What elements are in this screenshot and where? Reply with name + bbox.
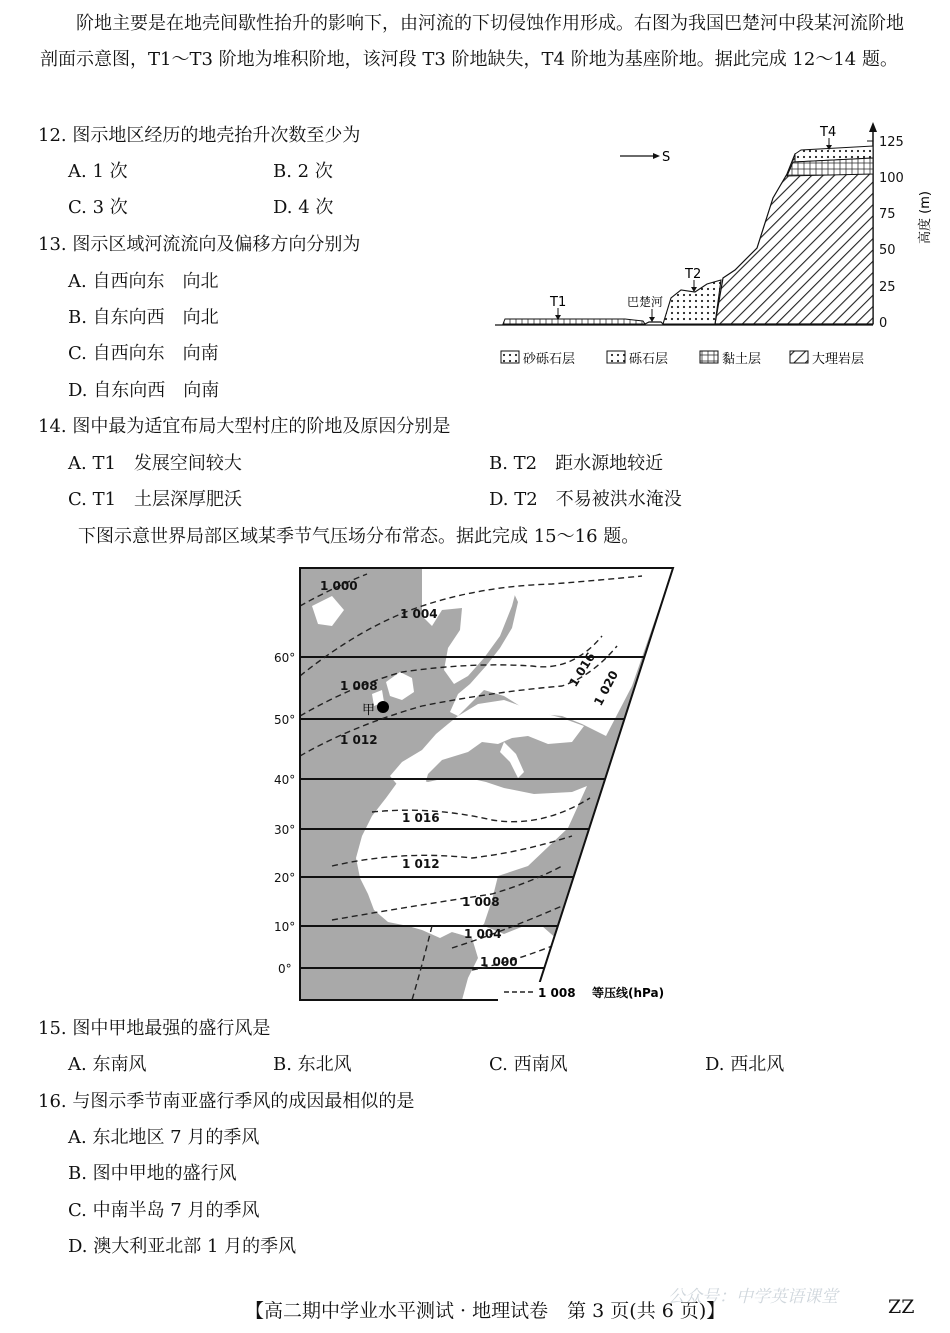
- label-river: 巴楚河: [627, 295, 664, 309]
- q16-option-d[interactable]: D. 澳大利亚北部 1 月的季风: [68, 1236, 297, 1257]
- intro-paragraph-2: 下图示意世界局部区域某季节气压场分布常态。据此完成 15～16 题。: [78, 526, 640, 547]
- q15-option-d[interactable]: D. 西北风: [705, 1054, 785, 1075]
- q15-option-b[interactable]: B. 东北风: [273, 1054, 352, 1075]
- q15-option-c[interactable]: C. 西南风: [489, 1054, 568, 1075]
- intro-paragraph-1: 阶地主要是在地壳间歇性抬升的影响下，由河流的下切侵蚀作用形成。右图为我国巴楚河中段某河流阶地剖面示意图，T1～T3 阶地为堆积阶地，该河段 T3 阶地缺失，T4 阶地为基座阶地。据此完成 12～14 题。: [40, 13, 904, 70]
- legend-gravel: 砾石层: [629, 352, 669, 367]
- watermark: 公众号：中学英语课堂: [668, 1287, 838, 1307]
- q14-option-a[interactable]: A. T1 发展空间较大: [68, 453, 242, 474]
- isobar-label-1000-south: 1 000: [480, 955, 518, 969]
- footer-code: ZZ: [888, 1296, 915, 1318]
- terrace-profile-figure: [495, 118, 933, 373]
- q13-option-a[interactable]: A. 自西向东 向北: [68, 271, 219, 292]
- q13-option-c[interactable]: C. 自西向东 向南: [68, 343, 219, 364]
- axis-tick-25: 25: [879, 280, 896, 295]
- q15-stem: 15. 图中甲地最强的盛行风是: [38, 1018, 271, 1039]
- q13-option-b[interactable]: B. 自东向西 向北: [68, 307, 219, 328]
- point-jia-marker: [377, 701, 389, 713]
- isobar-label-1008-south: 1 008: [462, 895, 500, 909]
- axis-title: 高度 (m): [918, 191, 933, 244]
- q14-option-d[interactable]: D. T2 不易被洪水淹没: [489, 489, 682, 510]
- label-t4: T4: [820, 125, 837, 140]
- axis-tick-0: 0: [879, 316, 888, 331]
- axis-tick-50: 50: [879, 243, 896, 258]
- q16-stem: 16. 与图示季节南亚盛行季风的成因最相似的是: [38, 1091, 415, 1112]
- q12-option-a[interactable]: A. 1 次: [68, 161, 128, 182]
- q12-option-d[interactable]: D. 4 次: [273, 197, 334, 218]
- lat-10: 10°: [274, 920, 296, 934]
- q14-option-c[interactable]: C. T1 土层深厚肥沃: [68, 489, 243, 510]
- axis-tick-75: 75: [879, 207, 896, 222]
- isobar-label-1012-south: 1 012: [402, 857, 440, 871]
- point-jia-label: 甲: [362, 703, 376, 718]
- isobar-label-1000-north: 1 000: [320, 579, 358, 593]
- q12-option-c[interactable]: C. 3 次: [68, 197, 128, 218]
- isobar-label-1016-south: 1 016: [402, 811, 440, 825]
- q15-option-a[interactable]: A. 东南风: [68, 1054, 147, 1075]
- lat-50: 50°: [274, 713, 296, 727]
- q16-option-c[interactable]: C. 中南半岛 7 月的季风: [68, 1200, 260, 1221]
- lat-60: 60°: [274, 651, 296, 665]
- lat-0: 0°: [278, 962, 292, 976]
- legend-clay: 黏土层: [722, 352, 762, 367]
- legend-isobar-label: 等压线(hPa): [592, 986, 665, 1000]
- isobar-label-1004-south: 1 004: [464, 927, 502, 941]
- page-footer: 【高二期中学业水平测试 · 地理试卷 第 3 页(共 6 页)】: [245, 1300, 726, 1322]
- legend-isobar-value: 1 008: [538, 986, 576, 1000]
- lat-30: 30°: [274, 823, 296, 837]
- q13-option-d[interactable]: D. 自东向西 向南: [68, 380, 220, 401]
- t1-sediment: [503, 319, 645, 324]
- isobar-label-1004-north: 1 004: [400, 607, 438, 621]
- q12-stem: 12. 图示地区经历的地壳抬升次数至少为: [38, 125, 361, 146]
- isobar-label-1008-north: 1 008: [340, 679, 378, 693]
- q16-option-a[interactable]: A. 东北地区 7 月的季风: [68, 1127, 260, 1148]
- lat-40: 40°: [274, 773, 296, 787]
- label-t2: T2: [685, 267, 702, 282]
- legend-sand-gravel: 砂砾石层: [523, 352, 576, 367]
- q14-stem: 14. 图中最为适宜布局大型村庄的阶地及原因分别是: [38, 416, 451, 437]
- q16-option-b[interactable]: B. 图中甲地的盛行风: [68, 1163, 237, 1184]
- lat-20: 20°: [274, 871, 296, 885]
- isobar-label-1016-north: 1 016: [566, 650, 599, 690]
- q13-stem: 13. 图示区域河流流向及偏移方向分别为: [38, 234, 361, 255]
- q14-option-b[interactable]: B. T2 距水源地较近: [489, 453, 664, 474]
- direction-label: S: [662, 150, 671, 165]
- isobar-label-1020: 1 020: [591, 668, 622, 709]
- axis-tick-125: 125: [879, 135, 904, 150]
- label-t1: T1: [550, 295, 567, 310]
- pressure-map-figure: [272, 566, 677, 1004]
- legend-marble: 大理岩层: [812, 352, 865, 367]
- axis-tick-100: 100: [879, 171, 904, 186]
- t2-sediment: [663, 280, 721, 324]
- isobar-label-1012-north: 1 012: [340, 733, 378, 747]
- q12-option-b[interactable]: B. 2 次: [273, 161, 333, 182]
